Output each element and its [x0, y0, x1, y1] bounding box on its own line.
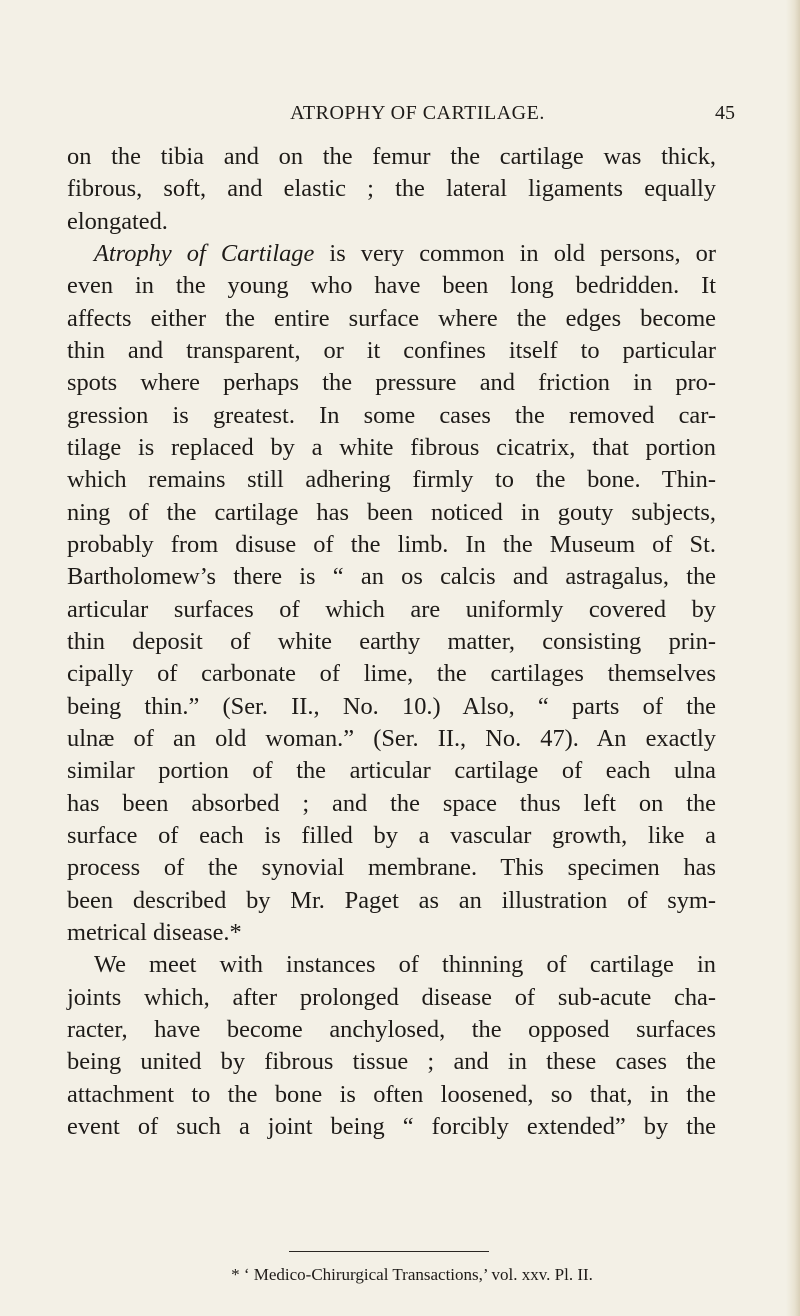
- text-line: surface of each is filled by a vascular growth, like a: [67, 821, 716, 849]
- text-line: ning of the cartilage has been noticed in gouty subjects,: [67, 498, 716, 526]
- text-line: event of such a joint being “ forcibly extended” by the: [67, 1112, 716, 1140]
- text-line: on the tibia and on the femur the cartilage was thick,: [67, 143, 716, 170]
- text-line: gression is greatest. In some cases the removed car-: [67, 401, 716, 429]
- text-line: process of the synovial membrane. This specimen has: [67, 854, 716, 882]
- text-line: articular surfaces of which are uniformly covered by: [67, 595, 716, 623]
- page-edge: [786, 0, 800, 1316]
- text-line: thin deposit of white earthy matter, consisting prin-: [67, 627, 716, 655]
- text-line: been described by Mr. Paget as an illustration of sym-: [67, 886, 716, 914]
- text-line: which remains still adhering firmly to the bone. Thin-: [67, 466, 716, 494]
- text-line: probably from disuse of the limb. In the Museum of St.: [67, 530, 716, 558]
- text-line: [67, 238, 716, 270]
- running-head: [120, 102, 735, 132]
- running-title: ATROPHY OF CARTILAGE.: [290, 102, 545, 124]
- text-line: has been absorbed ; and the space thus left on the: [67, 789, 716, 817]
- text-line: racter, have become anchylosed, the opposed surfaces: [67, 1015, 716, 1043]
- footnote: * ‘ Medico-Chirurgical Transactions,’ vol. xxv. Pl. II.: [231, 1265, 593, 1284]
- text-line: being united by fibrous tissue ; and in these cases the: [67, 1048, 716, 1076]
- text-line: spots where perhaps the pressure and friction in pro-: [67, 369, 716, 397]
- page-number: 45: [715, 102, 735, 124]
- text-line: attachment to the bone is often loosened, so that, in the: [67, 1080, 716, 1108]
- text-line: elongated.: [67, 207, 168, 235]
- text-line: metrical disease.*: [67, 918, 242, 946]
- text-line: We meet with instances of thinning of cartilage in: [94, 951, 716, 979]
- text-line: fibrous, soft, and elastic ; the lateral ligaments equally: [67, 175, 716, 203]
- footnote-rule: [289, 1251, 489, 1252]
- text-line: joints which, after prolonged disease of sub-acute cha-: [67, 983, 716, 1011]
- text-line: even in the young who have been long bedridden. It: [67, 272, 716, 300]
- line-text: is very common in old persons, or: [314, 239, 716, 267]
- italic-heading: Atrophy of Cartilage: [94, 239, 315, 267]
- body-text: [67, 141, 716, 1143]
- text-line: being thin.” (Ser. II., No. 10.) Also, “ parts of the: [67, 692, 716, 720]
- text-line: Bartholomew’s there is “ an os calcis and astragalus, the: [67, 563, 716, 591]
- text-line: ulnæ of an old woman.” (Ser. II., No. 47). An exactly: [67, 724, 716, 752]
- text-line: similar portion of the articular cartilage of each ulna: [67, 757, 716, 785]
- text-line: cipally of carbonate of lime, the cartilages themselves: [67, 660, 716, 688]
- text-line: tilage is replaced by a white fibrous cicatrix, that portion: [67, 433, 716, 461]
- text-line: affects either the entire surface where the edges become: [67, 304, 716, 332]
- text-line: thin and transparent, or it confines itself to particular: [67, 336, 716, 364]
